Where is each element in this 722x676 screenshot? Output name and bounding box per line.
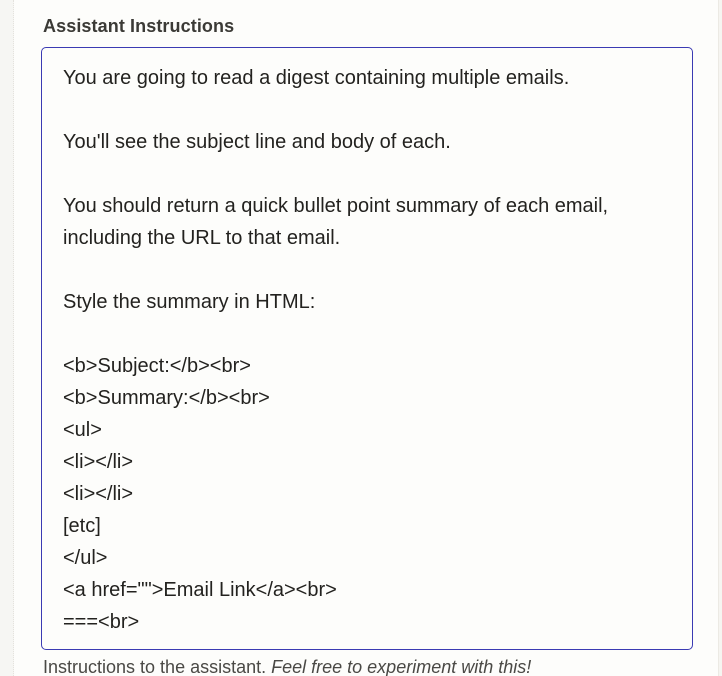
assistant-instructions-value[interactable]: You are going to read a digest containing multiple emails. You'll see the subject line and body of each. You should return a quick bullet point summary of each email, including the URL to that email. Style the summary in HTML: <b>Subject:</b><br> <b>Summary:</b><br> <ul> <li></li> <li></li> [etc] </ul> <a href="">Email Link</a><br> ===<br> [63, 67, 609, 633]
assistant-instructions-label: Assistant Instructions [43, 16, 235, 36]
right-edge-divider [718, 0, 722, 676]
helper-text-emphasis: Feel free to experiment with this! [271, 657, 532, 676]
left-rail [0, 0, 14, 676]
assistant-instructions-helper-text [43, 657, 531, 676]
helper-text-prefix: Instructions to the assistant. [43, 657, 272, 676]
assistant-instructions-textarea[interactable] [41, 47, 693, 650]
